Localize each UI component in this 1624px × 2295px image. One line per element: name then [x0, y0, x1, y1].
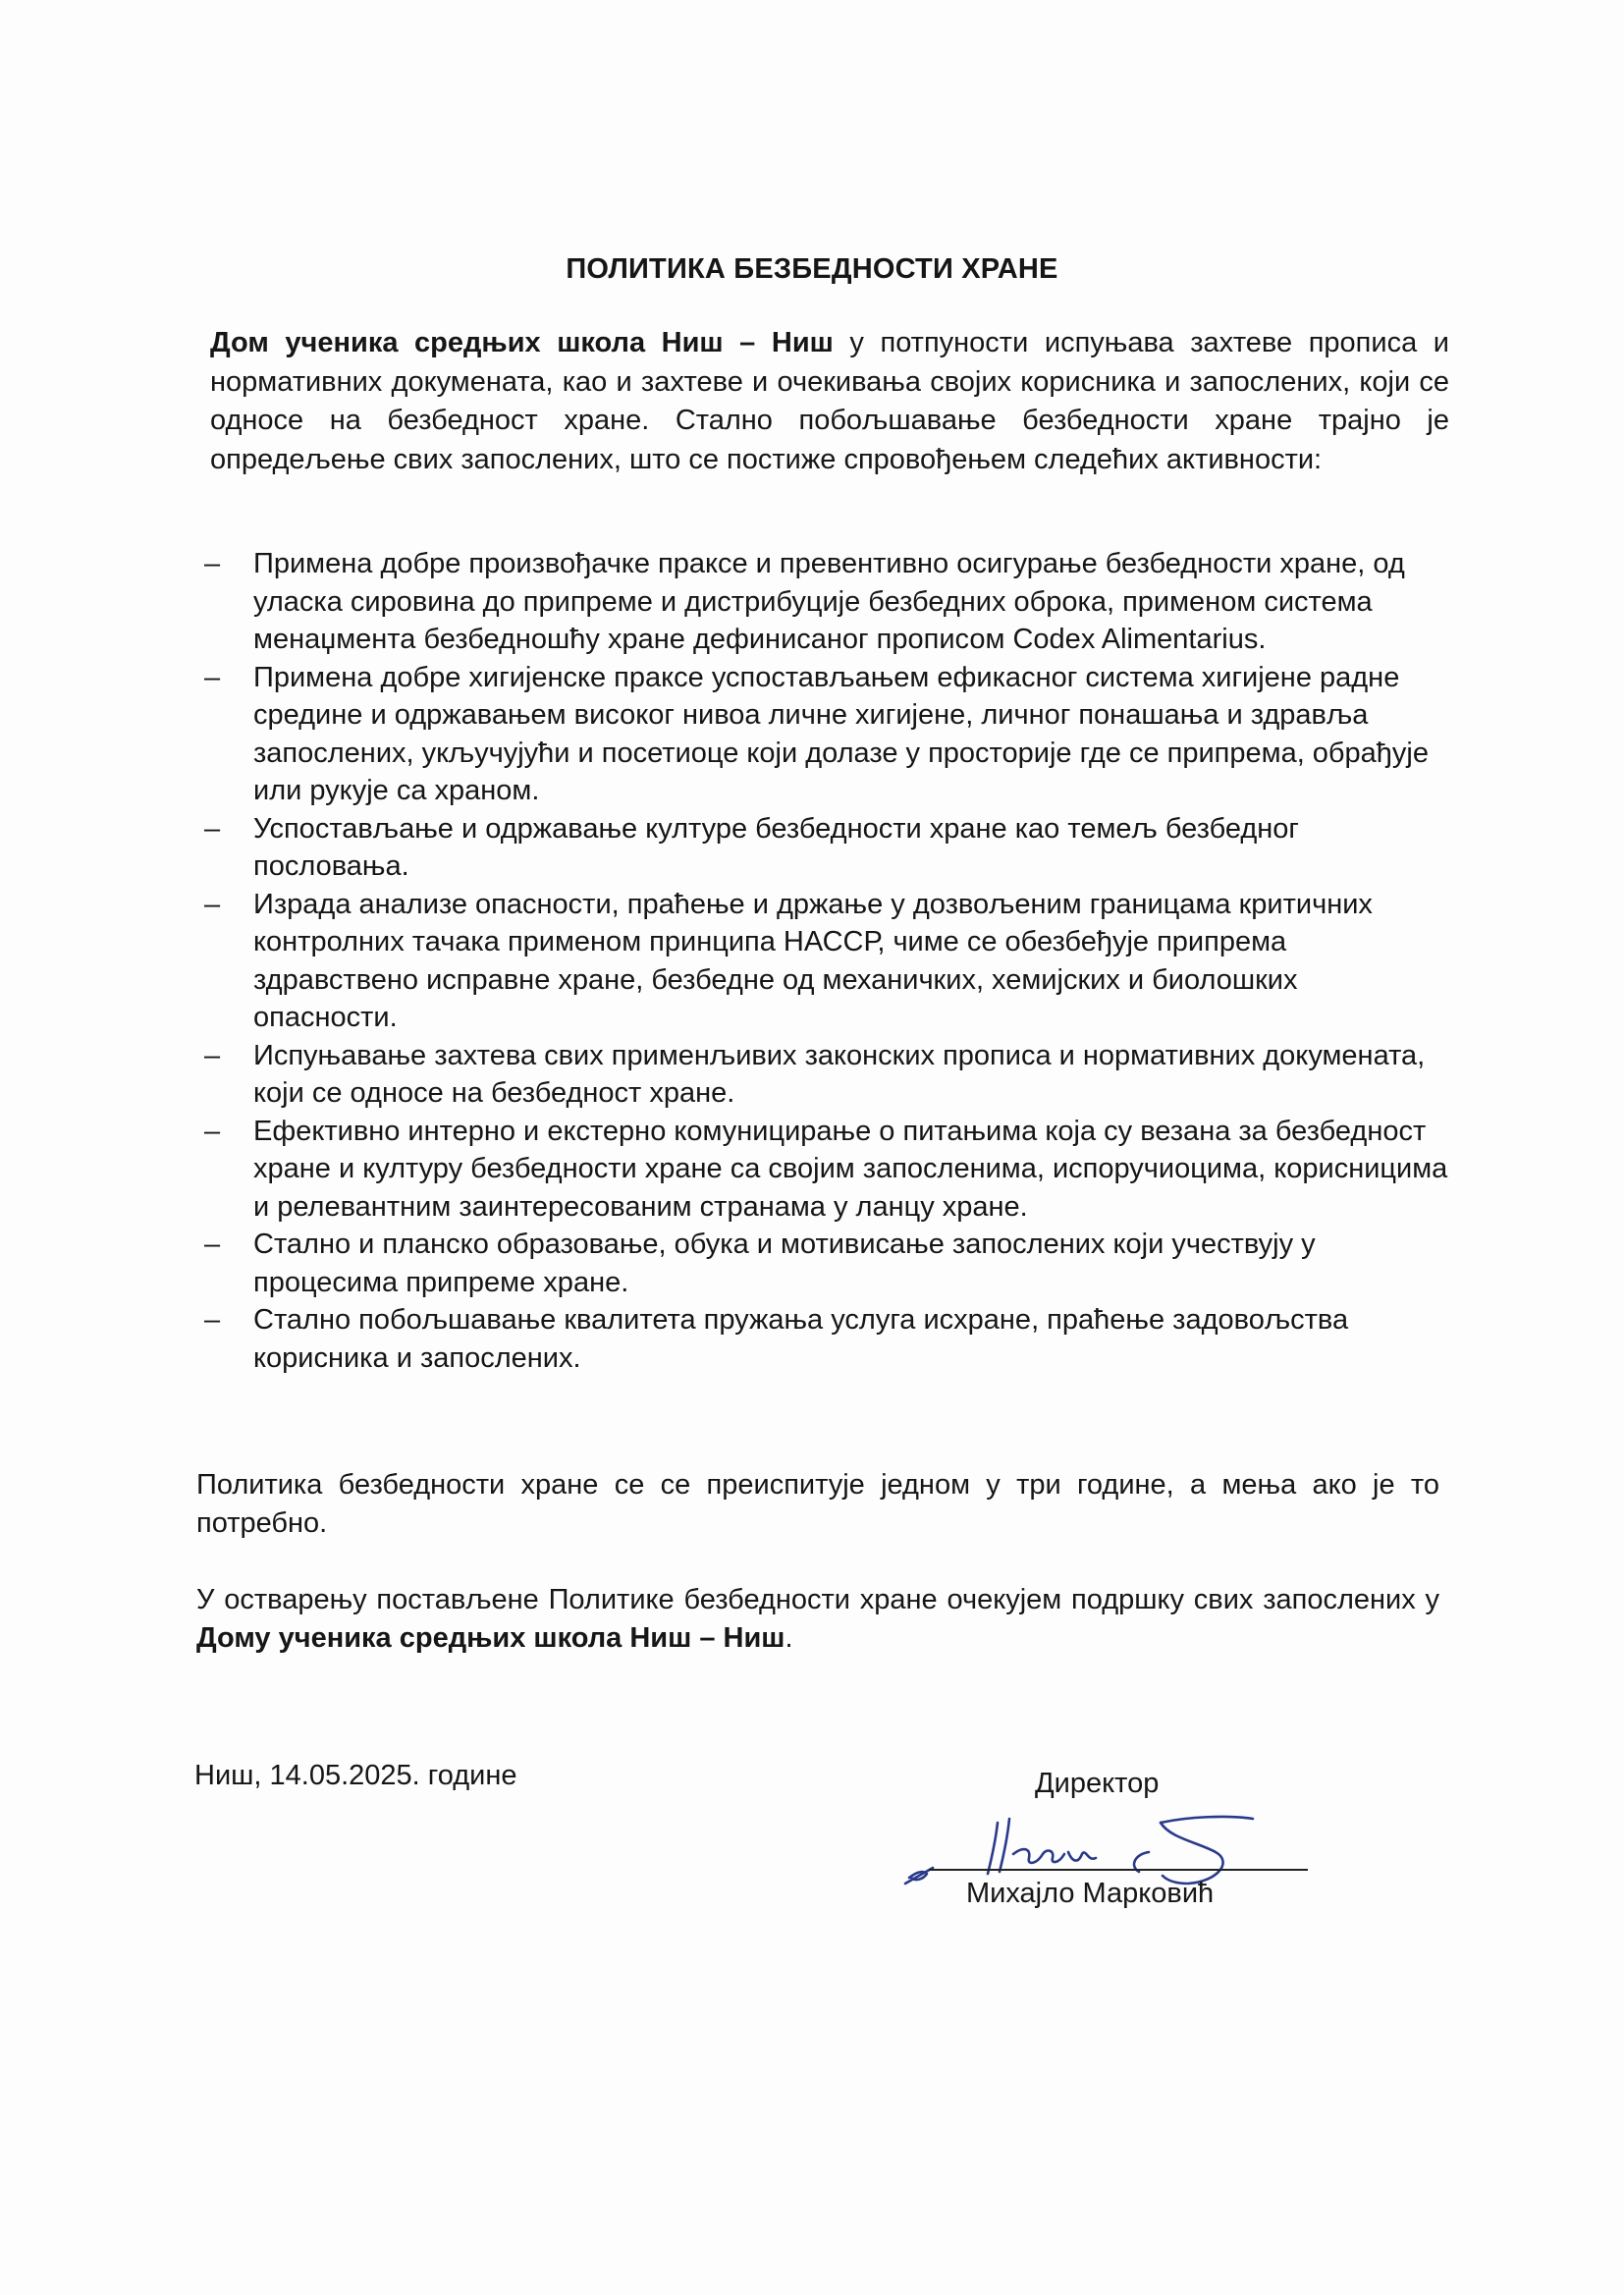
bullet-dash: –: [204, 1229, 221, 1260]
list-item-text: Стално и планско образовање, обука и мотивисање запослених који учествују у процесима припреме хране.: [253, 1229, 1316, 1298]
list-item-text: Примена добре хигијенске праксе успостављањем ефикасног система хигијене радне средине и одржавањем високог нивоа личне хигијене, личног понашања и здравља запослених, укључујући и посетиоце који долазе у просторије где се припрема, обрађује или рукује са храном.: [253, 661, 1430, 806]
bullet-dash: –: [204, 1039, 221, 1071]
list-item: [204, 545, 1449, 659]
closing-text: У остварењу постављене Политике безбедности хране очекујем подршку свих запослених у: [196, 1584, 1439, 1615]
signer-role: Директор: [1035, 1768, 1160, 1799]
bullet-dash: –: [204, 661, 221, 693]
bullet-dash: –: [204, 888, 221, 920]
signature-line: [929, 1869, 1308, 1871]
list-item-text: Испуњавање захтева свих применљивих законских прописа и нормативних докумената, који се односе на безбедност хране.: [253, 1039, 1426, 1109]
closing-organization: Дому ученика средњих школа Ниш – Ниш: [196, 1622, 785, 1654]
document-title: ПОЛИТИКА БЕЗБЕДНОСТИ ХРАНЕ: [566, 253, 1058, 285]
place-date: Ниш, 14.05.2025. године: [194, 1760, 517, 1791]
list-item: [204, 1301, 1449, 1377]
activities-list: [204, 545, 1449, 1377]
list-item: [204, 810, 1449, 886]
list-item: [204, 659, 1449, 810]
organization-name: Дом ученика средњих школа Ниш – Ниш: [210, 327, 834, 358]
closing-paragraph: [196, 1581, 1439, 1658]
bullet-dash: –: [204, 548, 221, 579]
list-item: [204, 1226, 1449, 1301]
list-item-text: Стално побољшавање квалитета пружања услуга исхране, праћење задовољства корисника и запослених.: [253, 1304, 1349, 1374]
bullet-dash: –: [204, 1304, 221, 1336]
bullet-dash: –: [204, 1115, 221, 1147]
closing-end: .: [785, 1622, 793, 1654]
bullet-dash: –: [204, 812, 221, 845]
list-item-text: Примена добре произвођачке праксе и превентивно осигурање безбедности хране, од уласка сировина до припреме и дистрибуције безбедних оброка, применом система менаџмента безбедношћу хране дефинисаног прописом Codex Alimentarius.: [253, 548, 1405, 655]
list-item: [204, 1037, 1449, 1113]
list-item-text: Успостављање и одржавање културе безбедности хране као темељ безбедног пословања.: [253, 812, 1300, 882]
signer-name: Михајло Марковић: [966, 1878, 1215, 1909]
list-item-text: Ефективно интерно и екстерно комуницирање о питањима која су везана за безбедност хране и културу безбедности хране са својим запосленима, испоручиоцима, корисницима и релевантним заинтересованим странама у ланцу хране.: [253, 1115, 1448, 1223]
list-item: [204, 1113, 1449, 1227]
review-paragraph: Политика безбедности хране се се преиспитује једном у три године, а мења ако је то потребно.: [196, 1469, 1439, 1539]
intro-paragraph: [210, 324, 1449, 479]
intro-text: у потпуности испуњава захтеве прописа и нормативних докумената, као и захтеве и очекивања својих корисника и запослених, који се односе на безбедност хране. Стално побољшавање безбедности хране трајно је опредељење свих запослених, што се постиже спровођењем следећих активности:: [210, 327, 1449, 475]
list-item-text: Израда анализе опасности, праћење и држање у дозвољеним границама критичних контролних тачака применом принципа НАССР, чиме се обезбеђује припрема здравствено исправне хране, безбедне од механичких, хемијских и биолошких опасности.: [253, 888, 1373, 1033]
list-item: [204, 886, 1449, 1037]
